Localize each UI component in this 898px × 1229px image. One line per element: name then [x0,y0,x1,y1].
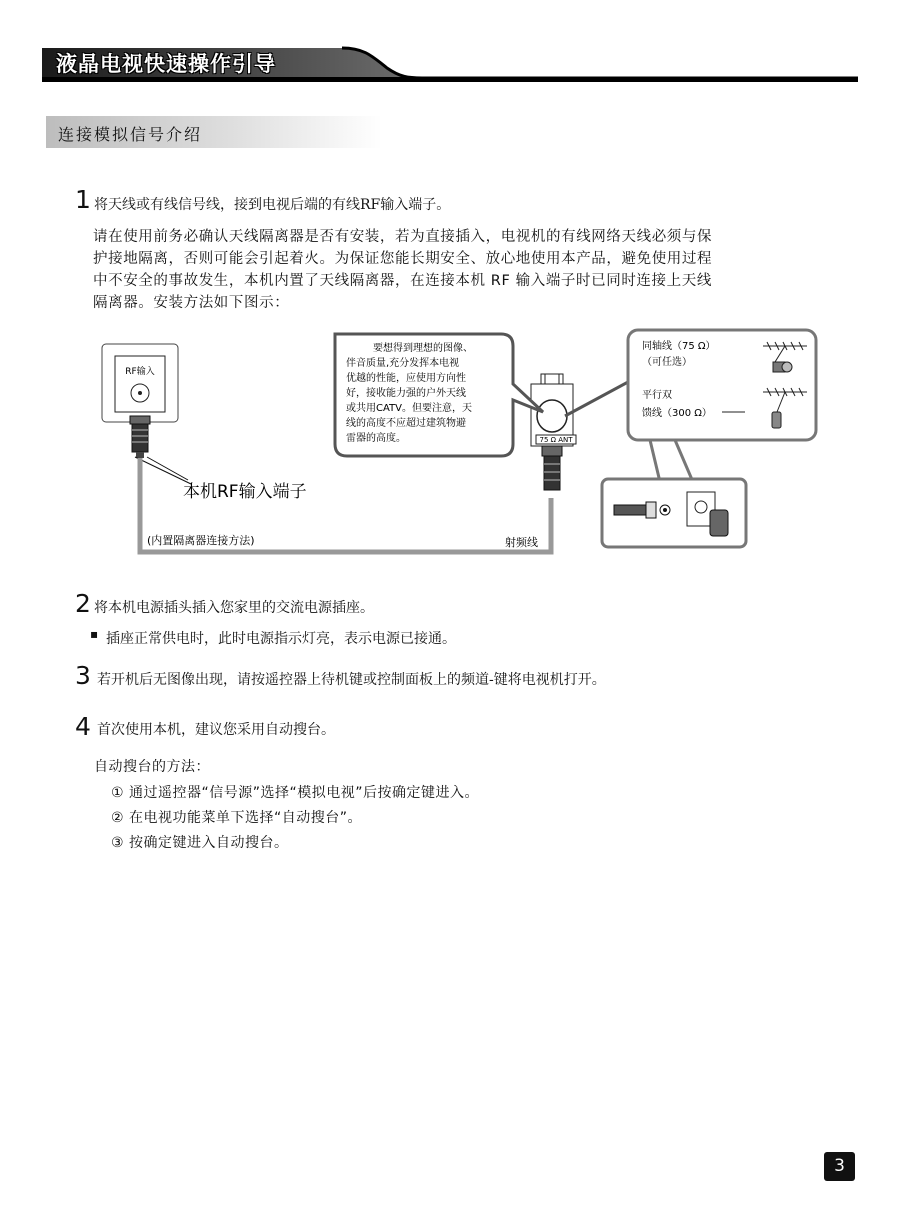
twin-lead-label-2: 馈线（300 Ω） [642,408,712,419]
list-item: ① 通过遥控器“信号源”选择“模拟电视”后按确定键进入。 [111,785,480,801]
list-item: ② 在电视功能菜单下选择“自动搜台”。 [111,810,363,826]
twin-lead-label-1: 平行双 [642,390,672,401]
ant-label: 75 Ω ANT [539,436,573,444]
bullet-icon: ▪ [90,627,99,641]
step-4-text: 首次使用本机，建议您采用自动搜台。 [97,722,335,738]
rf-input-label: RF输入 [125,367,155,377]
optional-label: （可任选） [642,357,692,368]
connection-diagram [95,322,825,562]
coax-label: 同轴线（75 Ω） [642,341,716,352]
step-3-text: 若开机后无图像出现，请按遥控器上待机键或控制面板上的频道-键将电视机打开。 [97,672,606,688]
step-2-text: 将本机电源插头插入您家里的交流电源插座。 [94,600,374,616]
list-item: ③ 按确定键进入自动搜台。 [111,835,289,851]
twin-lead-connector-icon [772,412,781,428]
step-1-text: 将天线或有线信号线，接到电视后端的有线RF输入端子。 [94,197,451,213]
paragraph-line: 隔离器。安装方法如下图示： [93,295,290,311]
page-title: 液晶电视快速操作引导 [56,52,276,76]
step-1-number: 1 [75,185,91,214]
page-number: 3 [824,1152,855,1181]
section-title: 连接模拟信号介绍 [58,125,203,144]
tv-plug [130,416,150,458]
rf-terminal-label: 本机RF输入端子 [183,482,307,502]
auto-search-steps [111,781,479,856]
bubble-text: 要想得到理想的图像、 伴音质量,充分发挥本电视 优越的性能，应使用方向性 好，接收能力强的户外天线 或共用CATV。但要注意，天 线的高度不应超过建筑物避 雷器的高度。 [346,343,473,444]
auto-search-heading: 自动搜台的方法： [94,759,210,775]
rf-cable-label: 射频线 [505,536,538,549]
paragraph-line: 护接地隔离，否则可能会引起着火。为保证您能长期安全、放心地使用本产品，避免使用过程 [93,251,713,267]
step-3-number: 3 [75,661,91,690]
builtin-method-label: (内置隔离器连接方法) [147,534,255,547]
paragraph-line: 请在使用前务必确认天线隔离器是否有安装，若为直接插入，电视机的有线网络天线必须与保 [93,229,713,245]
step-1-paragraph [93,226,818,314]
coax-connector-icon [773,362,792,372]
paragraph-line: 中不安全的事故发生，本机内置了天线隔离器，在连接本机 RF 输入端子时已同时连接上天线 [93,273,712,289]
step-2-bullet: 插座正常供电时，此时电源指示灯亮，表示电源已接通。 [106,631,456,647]
step-4-number: 4 [75,712,91,741]
antenna-plug [542,446,562,490]
step-2-number: 2 [75,589,91,618]
